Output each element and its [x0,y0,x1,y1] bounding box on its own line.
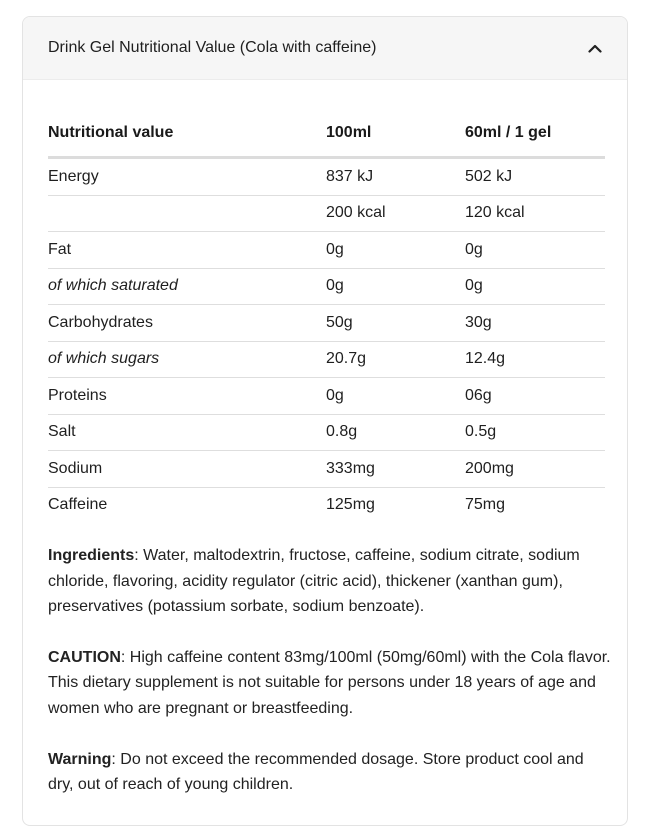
accordion-title: Drink Gel Nutritional Value (Cola with caffeine) [48,39,377,56]
per-100ml-cell: 0g [326,378,465,415]
nutrient-name-cell: Sodium [48,451,326,488]
per-gel-cell: 75mg [465,496,506,514]
nutrition-accordion [22,16,628,826]
table-row [48,451,605,488]
caution-label: CAUTION [48,648,121,666]
per-100ml-cell: 20.7g [326,341,465,378]
per-gel-cell: 502 kJ [465,158,605,196]
warning-label: Warning [48,750,112,768]
nutrient-name-cell: Salt [48,414,326,451]
ingredients-label: Ingredients [48,547,135,564]
nutrient-name-cell: Energy [48,158,326,196]
nutrient-name-cell: Carbohydrates [48,305,326,342]
per-100ml-cell: 333mg [326,451,465,488]
per-gel-cell: 12.4g [465,341,605,378]
table-row [48,158,605,196]
nutrient-name-cell: Fat [48,232,326,269]
per-100ml-cell: 125mg [326,496,375,514]
per-gel-cell: 30g [465,305,605,342]
table-header-row [48,110,605,158]
nutrient-name-cell [48,195,326,232]
table-row [48,232,605,269]
per-100ml-cell: 50g [326,305,465,342]
table-row [48,195,605,232]
per-gel-cell: 0g [465,232,605,269]
table-row [48,487,605,523]
nutrient-name-cell: of which saturated [48,268,326,305]
nutrient-name-cell: of which sugars [48,341,326,378]
warning-paragraph [48,747,613,798]
caution-paragraph [48,645,613,722]
ingredients-text: : Water, maltodextrin, fructose, caffeine, sodium citrate, sodium chloride, flavoring, acidity regulator (citric acid), thickener (xanthan gum), preservatives (potassium sorbate, sodium benzoate). [48,547,580,616]
table-row [48,414,605,451]
ingredients-paragraph [48,543,613,620]
per-100ml-cell: 837 kJ [326,158,465,196]
caution-text: : High caffeine content 83mg/100ml (50mg/60ml) with the Cola flavor. This dietary supplement is not suitable for persons under 18 years of age and women who are pregnant or breastfeeding. [48,648,611,717]
table-row [48,341,605,378]
nutrition-table [48,110,605,523]
per-100ml-cell: 200 kcal [326,195,465,232]
per-gel-cell: 06g [465,378,605,415]
column-header-per-gel: 60ml / 1 gel [465,110,605,158]
column-header-per-100ml: 100ml [326,110,465,158]
accordion-header[interactable] [23,17,627,80]
table-row [48,378,605,415]
chevron-up-icon[interactable] [587,40,603,56]
per-gel-cell: 200mg [465,451,605,488]
per-gel-cell: 120 kcal [465,195,605,232]
table-row [48,268,605,305]
per-100ml-cell: 0.8g [326,414,465,451]
warning-text: : Do not exceed the recommended dosage. Store product cool and dry, out of reach of young children. [48,750,584,794]
column-header-nutrient: Nutritional value [48,110,326,158]
table-row [48,305,605,342]
per-gel-cell: 0g [465,268,605,305]
per-100ml-cell: 0g [326,232,465,269]
per-gel-cell: 0.5g [465,414,605,451]
nutrient-name-cell: Proteins [48,378,326,415]
per-100ml-cell: 0g [326,268,465,305]
accordion-content [23,80,627,798]
nutrient-name-cell: Caffeine [48,496,108,514]
